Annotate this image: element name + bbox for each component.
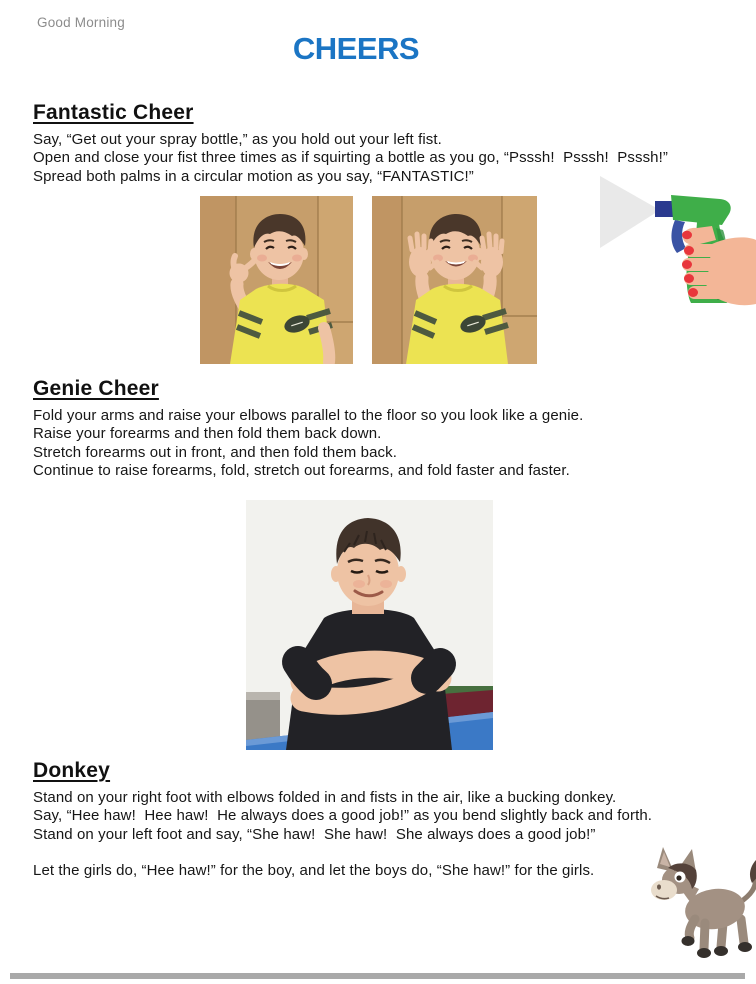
spray-bottle-clipart — [600, 174, 756, 314]
section-genie-cheer — [33, 377, 742, 481]
genie-line: Stretch forearms out in front, and then fold them back. — [33, 443, 398, 461]
donkey-line: Say, “Hee haw! Hee haw! He always does a good job!” as you bend slightly back and forth. — [33, 807, 653, 825]
header-note: Good Morning — [37, 15, 125, 30]
donkey-footer-line: Let the girls do, “Hee haw!” for the boy, and let the boys do, “She haw!” for the girls. — [33, 862, 595, 880]
boy-genie-photo-graphic — [246, 500, 493, 750]
photo-boy-squirt-gesture — [200, 196, 353, 364]
page-title: CHEERS — [292, 31, 420, 66]
page-bottom-edge — [10, 973, 745, 979]
donkey-icon — [649, 843, 756, 961]
fantastic-cheer-heading: Fantastic Cheer — [33, 101, 194, 124]
genie-line: Continue to raise forearms, fold, stretch out forearms, and fold faster and faster. — [33, 462, 570, 480]
genie-line: Fold your arms and raise your elbows parallel to the floor so you look like a genie. — [33, 407, 584, 424]
donkey-clipart — [649, 843, 756, 961]
spray-bottle-icon — [600, 174, 756, 314]
donkey-line: Stand on your left foot and say, “She haw! She haw! She always does a good job!” — [33, 825, 596, 843]
fantastic-line: Open and close your fist three times as if squirting a bottle as you go, “Psssh! Psssh! Psssh!” — [33, 149, 668, 167]
photo-boy-spread-palms — [372, 196, 537, 364]
genie-cheer-heading: Genie Cheer — [33, 377, 159, 400]
boy-palms-photo-graphic — [372, 196, 537, 364]
boy-squirt-photo-graphic — [200, 196, 353, 364]
donkey-line: Stand on your right foot with elbows folded in and fists in the air, like a bucking donkey. — [33, 789, 617, 806]
genie-line: Raise your forearms and then fold them back down. — [33, 425, 382, 443]
photo-boy-genie-arms-folded — [246, 500, 493, 750]
fantastic-line: Say, “Get out your spray bottle,” as you hold out your left fist. — [33, 131, 442, 148]
fantastic-line: Spread both palms in a circular motion as you say, “FANTASTIC!” — [33, 167, 474, 185]
section-donkey — [33, 759, 742, 881]
donkey-heading: Donkey — [33, 759, 111, 782]
